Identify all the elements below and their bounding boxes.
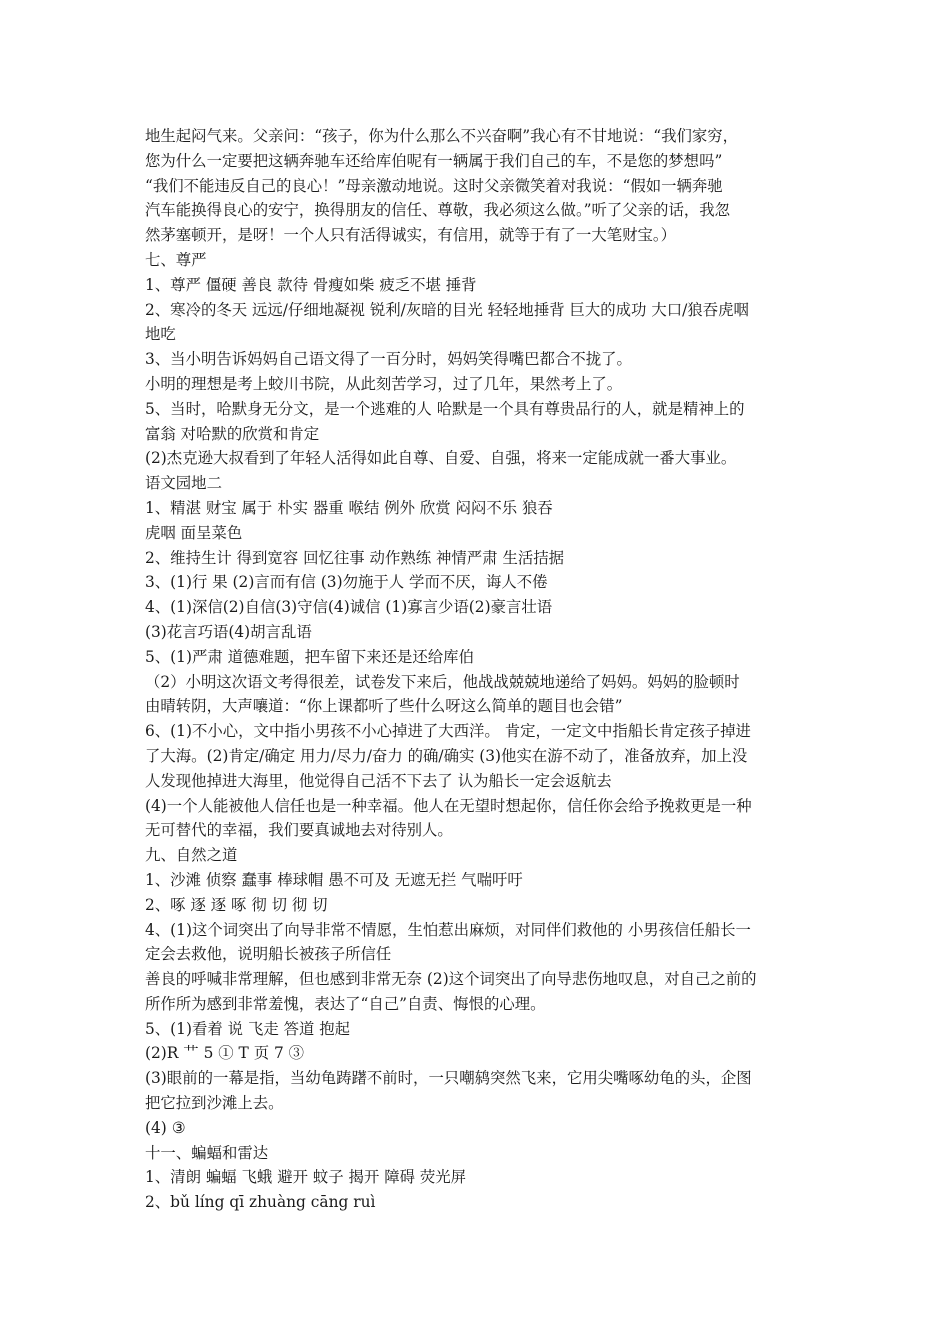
text-line: 虎咽 面呈菜色	[145, 523, 243, 542]
text-line: 小明的理想是考上蛟川书院，从此刻苦学习，过了几年，果然考上了。	[145, 374, 623, 393]
text-line: (2)杰克逊大叔看到了年轻人活得如此自尊、自爱、自强，将来一定能成就一番大事业。	[145, 449, 737, 468]
text-line: 富翁 对哈默的欣赏和肯定	[145, 424, 320, 443]
document-body	[145, 124, 817, 1215]
section-heading: 九、自然之道	[145, 846, 238, 865]
text-line: 1、精湛 财宝 属于 朴实 器重 喉结 例外 欣赏 闷闷不乐 狼吞	[145, 498, 553, 517]
text-line: 5、当时，哈默身无分文，是一个逃难的人 哈默是一个具有尊贵品行的人，就是精神上的	[145, 399, 745, 418]
text-line: 5、(1)严肃 道德难题，把车留下来还是还给库伯	[145, 647, 474, 666]
text-line: 地吃	[145, 325, 176, 344]
text-line: (2)R ⺾ 5 ① T 页 7 ③	[145, 1044, 305, 1063]
text-line: 了大海。(2)肯定/确定 用力/尽力/奋力 的确/确实 (3)他实在游不动了，准备放弃，加上没	[145, 746, 748, 765]
text-line: 地生起闷气来。父亲问：“孩子，你为什么那么不兴奋啊”我心有不甘地说：“我们家穷，	[145, 127, 739, 145]
text-line: 4、(1)这个词突出了向导非常不情愿，生怕惹出麻烦，对同伴们救他的 小男孩信任船长一	[145, 920, 751, 939]
section-heading: 十一、蝙蝠和雷达	[145, 1143, 269, 1162]
text-line: (3)眼前的一幕是指，当幼龟踌躇不前时，一只嘲鸫突然飞来，它用尖嘴啄幼龟的头，企图	[145, 1069, 752, 1088]
text-line: 无可替代的幸福，我们要真诚地去对待别人。	[145, 821, 453, 840]
section-heading: 语文园地二	[145, 474, 222, 493]
text-line: 定会去救他，说明船长被孩子所信任	[145, 945, 392, 964]
text-line: （2）小明这次语文考得很差，试卷发下来后，他战战兢兢地递给了妈妈。妈妈的脸顿时	[145, 672, 740, 691]
text-line: “我们不能违反自己的良心！”母亲激动地说。这时父亲微笑着对我说：“假如一辆奔驰	[145, 176, 723, 195]
text-line: 1、尊严 僵硬 善良 款待 骨瘦如柴 疲乏不堪 捶背	[145, 275, 477, 294]
text-line: (4)一个人能被他人信任也是一种幸福。他人在无望时想起你，信任你会给予挽救更是一种	[145, 796, 752, 815]
text-line: (4) ③	[145, 1118, 186, 1137]
text-line: 由晴转阴，大声嚷道：“你上课都听了些什么呀这么简单的题目也会错”	[145, 697, 623, 716]
text-line: 6、(1)不小心，文中指小男孩不小心掉进了大西洋。 肯定，一定文中指船长肯定孩子掉进	[145, 722, 751, 741]
text-line: 3、当小明告诉妈妈自己语文得了一百分时，妈妈笑得嘴巴都合不拢了。	[145, 350, 632, 369]
text-line: 4、(1)深信(2)自信(3)守信(4)诚信 (1)寡言少语(2)豪言壮语	[145, 598, 553, 617]
text-line: 3、(1)行 果 (2)言而有信 (3)勿施于人 学而不厌，诲人不倦	[145, 573, 548, 592]
text-line: 2、bǔ líng qī zhuàng cāng ruì	[145, 1193, 376, 1212]
text-line: (3)花言巧语(4)胡言乱语	[145, 622, 312, 641]
text-line: 1、清朗 蝙蝠 飞蛾 避开 蚊子 揭开 障碍 荧光屏	[145, 1168, 467, 1187]
section-heading: 七、尊严	[145, 250, 207, 269]
text-line: 人发现他掉进大海里，他觉得自己活不下去了 认为船长一定会返航去	[145, 771, 612, 790]
text-line: 所作所为感到非常羞愧，表达了“自己”自责、悔恨的心理。	[145, 994, 546, 1013]
text-line: 您为什么一定要把这辆奔驰车还给库伯呢有一辆属于我们自己的车，不是您的梦想吗”	[145, 151, 723, 170]
text-line: 5、(1)看着 说 飞走 答道 抱起	[145, 1019, 351, 1038]
text-line: 2、维持生计 得到宽容 回忆往事 动作熟练 神情严肃 生活拮据	[145, 548, 565, 567]
text-line: 1、沙滩 侦察 蠢事 棒球帽 愚不可及 无遮无拦 气喘吁吁	[145, 870, 523, 889]
text-line: 2、寒冷的冬天 远远/仔细地凝视 锐利/灰暗的目光 轻轻地捶背 巨大的成功 大口/狼吞虎咽	[145, 300, 749, 319]
text-line: 汽车能换得良心的安宁，换得朋友的信任、尊敬，我必须这么做。”听了父亲的话，我忽	[145, 201, 731, 220]
text-line: 善良的呼喊非常理解，但也感到非常无奈 (2)这个词突出了向导悲伤地叹息，对自己之前的	[145, 970, 757, 989]
text-line: 2、啄 逐 逐 啄 彻 切 彻 切	[145, 895, 328, 914]
text-line: 然茅塞顿开，是呀！一个人只有活得诚实，有信用，就等于有了一大笔财宝。）	[145, 226, 676, 245]
text-line: 把它拉到沙滩上去。	[145, 1094, 284, 1113]
